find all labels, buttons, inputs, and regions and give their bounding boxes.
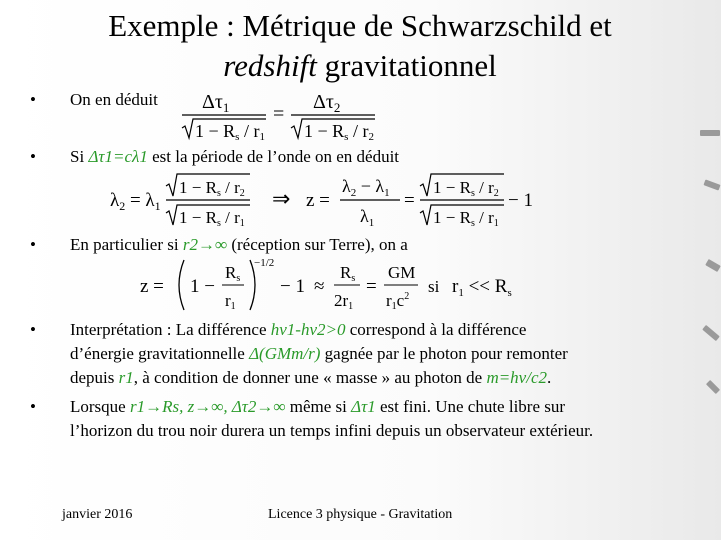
footer-course: Licence 3 physique - Gravitation <box>268 507 453 522</box>
b4-l1-math: hν1-hν2>0 <box>270 320 346 339</box>
b4-l3-mid: , à condition de donner une « masse » au photon de <box>133 368 487 387</box>
svg-text:Δτ2: $\Delta\tau_2$ <box>313 91 341 115</box>
b4-l3-pre: depuis <box>70 368 119 387</box>
b4-l3-math: r1 <box>118 368 134 387</box>
svg-text:−1/2: −1/2 <box>254 257 275 269</box>
b5-l1-post: est fini. Une chute libre sur <box>375 397 566 416</box>
svg-text:1 − Rs / r2: 1 − Rs / r2 <box>433 178 499 199</box>
svg-text:− 1: − 1 <box>508 190 533 211</box>
b5-l1-mid: même si <box>285 397 352 416</box>
slide-title <box>40 6 680 86</box>
svg-text:r1 << Rs: $r_1 << R_s$ <box>452 276 512 299</box>
svg-text:=: = <box>273 103 285 125</box>
decorative-edge-mark <box>703 179 720 190</box>
b4-l3-post: . <box>547 368 552 387</box>
b4-l1-pre: Interprétation : La différence <box>70 320 271 339</box>
title-line-1: Exemple : Métrique de Schwarzschild et <box>108 8 612 43</box>
bullet-dot: • <box>30 397 36 416</box>
footer-date: janvier 2016 <box>62 507 133 522</box>
bullet-5-line-2: l’horizon du trou noir durera un temps infini depuis un observateur extérieur. <box>70 421 594 440</box>
svg-text:⇒: ⇒ <box>272 186 291 211</box>
bullet-3-post: (réception sur Terre), on a <box>227 235 408 254</box>
svg-text:≈: ≈ <box>314 276 325 297</box>
svg-text:Rs: Rs <box>225 263 241 284</box>
b4-l2-post: gagnée par le photon pour remonter <box>320 344 568 363</box>
b5-l1-math2: Δτ1 <box>351 397 376 416</box>
svg-text:λ1: $\lambda_1$ <box>360 206 375 229</box>
bullet-3-math: r2→∞ <box>182 235 228 254</box>
b5-l1-pre: Lorsque <box>70 397 130 416</box>
title-line-2 <box>40 46 680 86</box>
svg-text:1 − Rs / r1: 1 − Rs / r1 <box>195 121 265 143</box>
bullet-5-line-1 <box>70 395 565 419</box>
svg-text:=: = <box>404 190 415 211</box>
svg-text:Δτ1: $\Delta\tau_1$ <box>202 91 230 115</box>
bullet-dot: • <box>30 235 36 254</box>
bullet-dot: • <box>30 90 36 109</box>
bullet-dot: • <box>30 320 36 339</box>
svg-text:λ2 − λ1: $\lambda_2 - \lambda_1$ <box>342 176 390 199</box>
bullet-4-line-3 <box>70 366 551 390</box>
svg-text:r1: r1 <box>225 291 236 312</box>
svg-text:1 −: 1 − <box>190 276 215 297</box>
bullet-2-pre: Si <box>70 147 89 166</box>
equation-z-approx <box>140 254 520 321</box>
bullet-2-math: Δτ1=cλ1 <box>88 147 148 166</box>
bullet-2-text <box>70 145 399 169</box>
svg-text:− 1: − 1 <box>280 276 305 297</box>
svg-text:Rs: Rs <box>340 263 356 284</box>
decorative-edge-mark <box>705 259 721 272</box>
svg-text:r1c2: $r1c^2$ <box>386 291 410 312</box>
svg-text:1 − Rs / r2: 1 − Rs / r2 <box>304 121 374 143</box>
svg-text:si: si <box>428 277 440 296</box>
title-line-2-rest: gravitationnel <box>316 48 497 83</box>
b5-l1-math: r1→Rs, z→∞, Δτ2→∞ <box>129 397 286 416</box>
b4-l1-post: correspond à la différence <box>345 320 527 339</box>
svg-text:1 − Rs / r1: 1 − Rs / r1 <box>179 208 245 229</box>
bullet-2-post: est la période de l’onde on en déduit <box>147 147 400 166</box>
decorative-edge-mark <box>702 325 720 341</box>
svg-text:z =: z = <box>140 276 164 297</box>
svg-text:=: = <box>366 276 377 297</box>
bullet-4-line-2 <box>70 342 568 366</box>
title-italic-word: redshift <box>223 48 317 83</box>
svg-text:z =: z = <box>306 190 330 211</box>
b4-l2-pre: d’énergie gravitationnelle <box>70 344 250 363</box>
svg-text:2r1: 2r1 <box>334 291 354 312</box>
svg-text:GM: GM <box>388 263 416 282</box>
decorative-edge-mark <box>706 380 720 394</box>
svg-text:λ2 = λ1: $\lambda_2 = \lambda_1$ <box>110 190 161 213</box>
bullet-1-text: On en déduit <box>70 90 158 109</box>
equation-lambda-z <box>110 168 533 235</box>
bullet-4-line-1 <box>70 318 526 342</box>
bullet-dot: • <box>30 147 36 166</box>
svg-text:1 − Rs / r1: 1 − Rs / r1 <box>433 208 499 229</box>
equation-dt1-dt2 <box>178 86 378 151</box>
b4-l2-math: Δ(GMm/r) <box>249 344 321 363</box>
bullet-3-pre: En particulier si <box>70 235 183 254</box>
decorative-edge-mark <box>700 130 720 136</box>
svg-text:1 − Rs / r2: 1 − Rs / r2 <box>179 178 245 199</box>
b4-l3-math2: m=hν/c2 <box>486 368 547 387</box>
